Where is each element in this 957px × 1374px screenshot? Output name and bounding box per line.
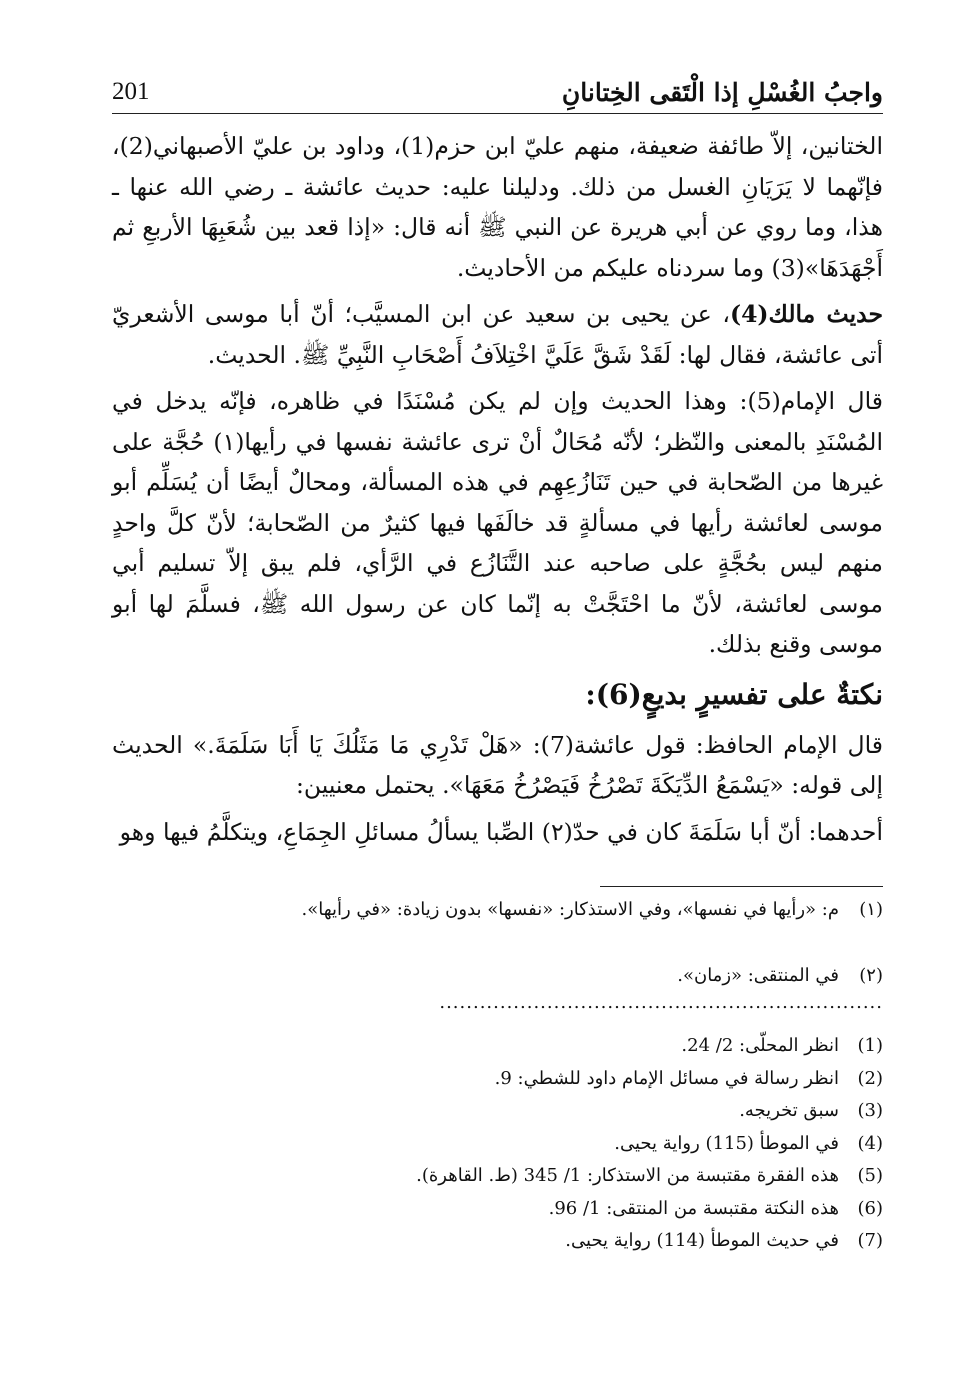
paragraph-text: أحدهما: أنّ أبا سَلَمَةَ كان في حدّ(٢) الصِّبا يسألُ مسائلِ الجِمَاعِ، ويتكلَّمُ فيها وهو	[119, 817, 883, 846]
page-number: 201	[112, 78, 150, 105]
dotted-separator: ..................................................................	[439, 992, 883, 1013]
note-number: (١)	[859, 899, 883, 920]
footnote	[112, 1030, 883, 1063]
running-title: واجبُ الغُسْلِ إذا الْتَقى الخِتانانِ	[561, 78, 883, 107]
footnote-number: (5)	[857, 1165, 883, 1186]
paragraph-text: قال الإمام الحافظ: قول عائشة(7): «هَلْ تَدْرِي مَا مَثَلُكَ يَا أَبَا سَلَمَةَ.» الحديث إلى قوله: «يَسْمَعُ الدِّيَكَةَ تَصْرُخُ فَيَصْرُخُ مَعَهَا». يحتمل معنيين:	[112, 730, 883, 799]
paragraph-1	[112, 126, 883, 288]
footnote-text: انظر رسالة في مسائل الإمام داود للشطي: 9.	[494, 1067, 839, 1089]
note-text: في المنتقى: «زمان».	[677, 965, 839, 986]
page-header	[112, 72, 883, 114]
paragraph-3	[112, 381, 883, 665]
footnote	[112, 1225, 883, 1258]
footnote-text: انظر المحلّى: 2/ 24.	[681, 1035, 839, 1056]
paragraph-text: الختانين، إلاّ طائفة ضعيفة، منهم عليّ ابن حزم(1)، وداود بن عليّ الأصبهاني(2)، فإنّهما لا يَرَيَانِ الغسل من ذلك. ودليلنا عليه: حديث عائشة ـ رضي الله عنها ـ هذا، وما روي عن أبي هريرة عن النبي ﷺ أنه قال: «إذا قعد بين شُعَبِهَا الأربعِ ثم أَجْهَدَهَا»(3) وما سردناه عليكم من الأحاديث.	[112, 132, 883, 282]
main-text	[112, 126, 883, 858]
paragraph-4	[112, 725, 883, 806]
footnote	[112, 1063, 883, 1096]
footnote	[112, 1193, 883, 1226]
footnote-text: هذه الفقرة مقتبسة من الاستذكار: 1/ 345 (ط. القاهرة).	[416, 1165, 839, 1186]
header-rule	[112, 113, 883, 114]
paragraph-text: ، عن يحيى بن سعيد عن ابن المسيَّب؛ أنّ أبا موسى الأشعريّ أتى عائشة، فقال لها: لَقَدْ شَقَّ عَلَيَّ اخْتِلاَفُ أَصْحَابِ النَّبِيِّ ﷺ. الحديث.	[112, 300, 883, 369]
footnote-rule	[600, 886, 883, 887]
footnote-number: (7)	[857, 1230, 883, 1251]
footnotes	[112, 1030, 883, 1258]
section-heading: نكتةٌ على تفسيرٍ بديعٍ(6):	[585, 677, 883, 711]
footnote-number: (2)	[857, 1067, 883, 1089]
footnote-text: في الموطأ (115) رواية يحيى.	[614, 1132, 839, 1154]
paragraph-2	[112, 294, 883, 375]
paragraph-lead: حديث مالك(4)	[729, 300, 883, 328]
footnote-number: (4)	[857, 1132, 883, 1154]
note-text: م: «رأيها في نفسها»، وفي الاستذكار: «نفسها» بدون زيادة: «في رأيها».	[301, 899, 839, 920]
footnote	[112, 1095, 883, 1128]
paragraph-5	[112, 812, 883, 853]
footnote-text: هذه النكتة مقتبسة من المنتقى: 1/ 96.	[548, 1197, 839, 1219]
footnote-number: (1)	[857, 1035, 883, 1056]
footnote-text: سبق تخريجه.	[739, 1100, 839, 1121]
footnote	[112, 1160, 883, 1193]
footnote-text: في حديث الموطأ (114) رواية يحيى.	[565, 1230, 839, 1251]
footnote	[112, 1128, 883, 1161]
note-number: (٢)	[859, 965, 883, 986]
footnote-number: (6)	[857, 1197, 883, 1219]
footnote-number: (3)	[857, 1100, 883, 1121]
paragraph-text: قال الإمام(5): وهذا الحديث وإن لم يكن مُسْنَدًا في ظاهره، فإنّه يدخل في المُسْنَدِ بالمعنى والنّظر؛ لأنّه مُحَالٌ أنْ ترى عائشة نفسها في رأيها(١) حُجَّة على غيرها من الصّحابة في حين تَنَازُعِهِم في هذه المسألة، ومحالٌ أيضًا أن يُسَلِّم أبو موسى لعائشة رأيها في مسألةٍ قد خالَفَها فيها كثيرٌ من الصّحابة؛ لأنّ كلَّ واحدٍ منهم ليس بحُجَّةٍ على صاحبه عند التَّنَازُع في الرَّأي، فلم يبق إلاّ تسليم أبي موسى لعائشة، لأنّ ما احْتَجَّتْ به إنّما كان عن رسول الله ﷺ، فسلَّمَ لها أبو موسى وقنع بذلك.	[112, 387, 884, 658]
variant-note	[112, 896, 883, 924]
variant-note	[112, 962, 883, 990]
